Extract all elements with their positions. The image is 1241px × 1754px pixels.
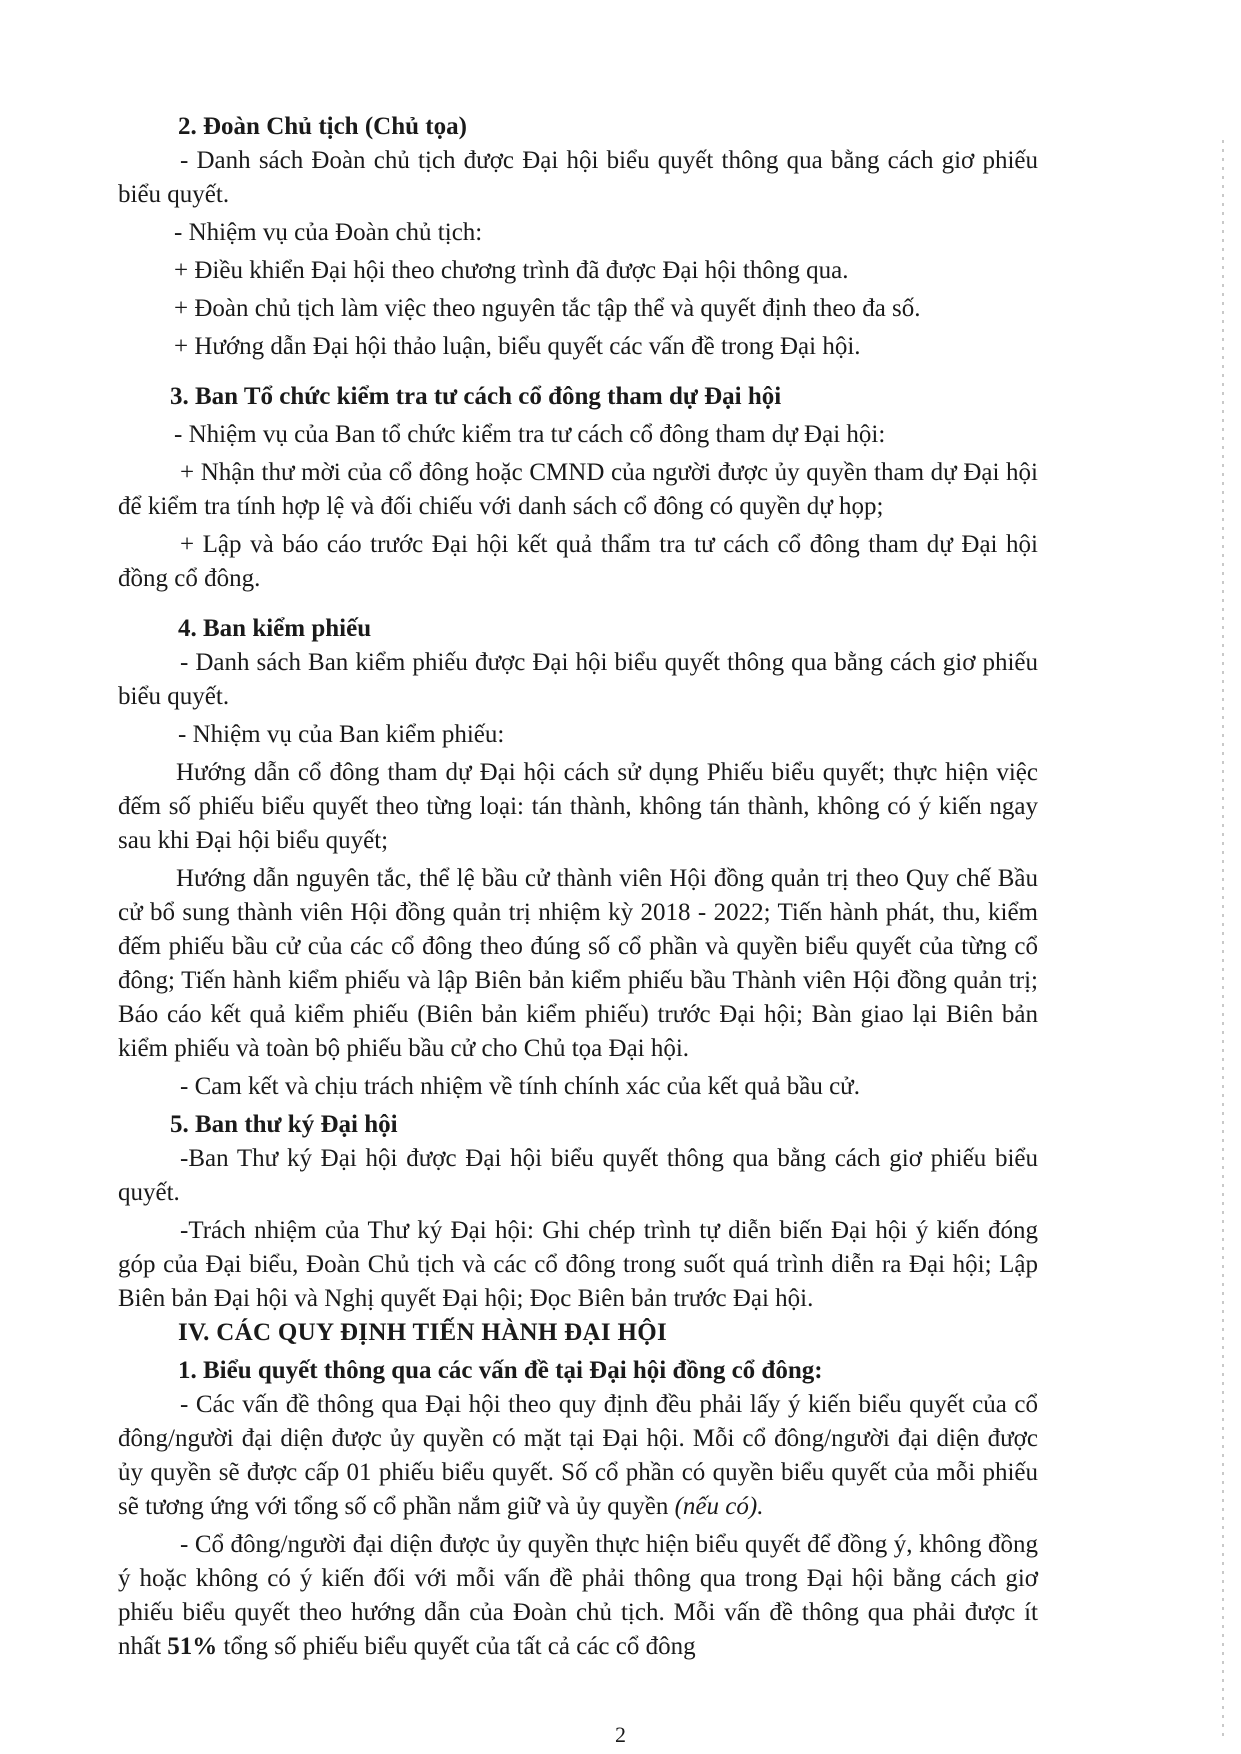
section-heading-2: 2. Đoàn Chủ tịch (Chủ tọa) — [178, 113, 467, 140]
subsection-heading-1: 1. Biểu quyết thông qua các vấn đề tại Đại hội đồng cổ đông: — [178, 1357, 823, 1384]
paragraph: Hướng dẫn cổ đông tham dự Đại hội cách sử dụng Phiếu biểu quyết; thực hiện việc đếm số phiếu biểu quyết theo từng loại: tán thành, không tán thành, không có ý kiến ngay sau khi Đại hội biểu quyết; — [118, 759, 1038, 854]
page-number: 2 — [615, 1722, 626, 1747]
paragraph: + Nhận thư mời của cổ đông hoặc CMND của người được ủy quyền tham dự Đại hội để kiểm tra tính hợp lệ và đối chiếu với danh sách cổ đông có quyền dự họp; — [118, 459, 1038, 520]
paragraph: - Nhiệm vụ của Ban tổ chức kiểm tra tư cách cổ đông tham dự Đại hội: — [174, 421, 886, 448]
paragraph: - Nhiệm vụ của Ban kiểm phiếu: — [178, 721, 505, 748]
paragraph: Hướng dẫn nguyên tắc, thể lệ bầu cử thành viên Hội đồng quản trị theo Quy chế Bầu cử bổ sung thành viên Hội đồng quản trị nhiệm kỳ 2018 - 2022; Tiến hành phát, thu, kiểm đếm phiếu bầu cử của các cổ đông theo đúng số cổ phần và quyền biểu quyết của từng cổ đông; Tiến hành kiểm phiếu và lập Biên bản kiểm phiếu bầu Thành viên Hội đồng quản trị; Báo cáo kết quả kiểm phiếu (Biên bản kiểm phiếu) trước Đại hội; Bàn giao lại Biên bản kiểm phiếu và toàn bộ phiếu bầu cử cho Chủ tọa Đại hội. — [118, 865, 1038, 1062]
section-heading-5: 5. Ban thư ký Đại hội — [170, 1111, 398, 1138]
bold-percentage: 51% — [167, 1633, 218, 1660]
paragraph-text: tổng số phiếu biểu quyết của tất cả các cổ đông — [217, 1633, 696, 1660]
section-heading-4: 4. Ban kiểm phiếu — [178, 615, 372, 642]
paragraph: - Danh sách Đoàn chủ tịch được Đại hội biểu quyết thông qua bằng cách giơ phiếu biểu quyết. — [118, 147, 1038, 208]
section-heading-iv: IV. CÁC QUY ĐỊNH TIẾN HÀNH ĐẠI HỘI — [178, 1319, 667, 1346]
paragraph: - Cam kết và chịu trách nhiệm về tính chính xác của kết quả bầu cử. — [180, 1073, 860, 1100]
paragraph: + Đoàn chủ tịch làm việc theo nguyên tắc tập thể và quyết định theo đa số. — [174, 295, 921, 322]
paragraph: - Danh sách Ban kiểm phiếu được Đại hội biểu quyết thông qua bằng cách giơ phiếu biểu quyết. — [118, 649, 1038, 710]
paragraph: + Hướng dẫn Đại hội thảo luận, biểu quyết các vấn đề trong Đại hội. — [174, 333, 861, 360]
paragraph-text: - Các vấn đề thông qua Đại hội theo quy định đều phải lấy ý kiến biểu quyết của cổ đông/người đại diện được ủy quyền có mặt tại Đại hội. Mỗi cổ đông/người đại diện được ủy quyền sẽ được cấp 01 phiếu biểu quyết. Số cổ phần có quyền biểu quyết của mỗi phiếu sẽ tương ứng với tổng số cổ phần nắm giữ và ủy quyền — [118, 1391, 1038, 1520]
italic-note: (nếu có). — [674, 1493, 764, 1520]
section-heading-3: 3. Ban Tổ chức kiểm tra tư cách cổ đông tham dự Đại hội — [170, 383, 782, 410]
paragraph — [118, 1528, 1038, 1664]
paragraph: - Nhiệm vụ của Đoàn chủ tịch: — [174, 219, 483, 246]
page-content — [118, 110, 1038, 1664]
paragraph — [118, 1388, 1038, 1524]
paragraph-text: - Cổ đông/người đại diện được ủy quyền thực hiện biểu quyết để đồng ý, không đồng ý hoặc không có ý kiến đối với mỗi vấn đề phải thông qua trong Đại hội bằng cách giơ phiếu biểu quyết theo hướng dẫn của Đoàn chủ tịch. Mỗi vấn đề thông qua phải được ít nhất — [118, 1531, 1038, 1660]
paragraph: -Ban Thư ký Đại hội được Đại hội biểu quyết thông qua bằng cách giơ phiếu biểu quyết. — [118, 1145, 1038, 1206]
paragraph: -Trách nhiệm của Thư ký Đại hội: Ghi chép trình tự diễn biến Đại hội ý kiến đóng góp của Đại biểu, Đoàn Chủ tịch và các cổ đông trong suốt quá trình diễn ra Đại hội; Lập Biên bản Đại hội và Nghị quyết Đại hội; Đọc Biên bản trước Đại hội. — [118, 1217, 1038, 1312]
paragraph: + Lập và báo cáo trước Đại hội kết quả thẩm tra tư cách cổ đông tham dự Đại hội đồng cổ đông. — [118, 531, 1038, 592]
scan-edge-line — [1222, 140, 1224, 1740]
paragraph: + Điều khiển Đại hội theo chương trình đã được Đại hội thông qua. — [174, 257, 849, 284]
